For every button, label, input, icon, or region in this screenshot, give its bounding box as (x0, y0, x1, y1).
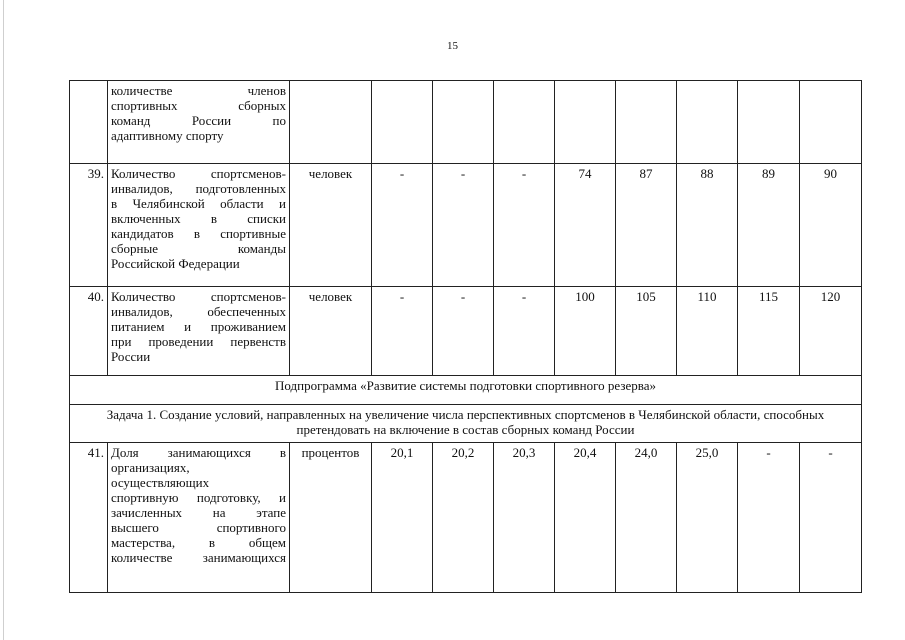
indicator-description: Количество спортсменов- инвалидов, подготовленных в Челябинской области и включенных в списки кандидатов в спортивные сборные команды Российской Федерации (108, 164, 290, 287)
value-cell: 90 (800, 164, 862, 287)
subprogram-row (70, 376, 862, 405)
task-row (70, 405, 862, 443)
page-left-edge (3, 0, 4, 640)
value-cell: 87 (616, 164, 677, 287)
task-title: Задача 1. Создание условий, направленных на увеличение числа перспективных спортсменов в Челябинской области, способных претендовать на включение в состав сборных команд России (70, 405, 862, 443)
value-cell (494, 81, 555, 164)
value-cell: - (800, 443, 862, 593)
value-cell: 120 (800, 287, 862, 376)
indicator-description: Количество спортсменов- инвалидов, обеспеченных питанием и проживанием при проведении первенств России (108, 287, 290, 376)
value-cell: 105 (616, 287, 677, 376)
row-number: 40. (70, 287, 108, 376)
row-number: 39. (70, 164, 108, 287)
table-row (70, 81, 862, 164)
value-cell (433, 81, 494, 164)
value-cell: - (738, 443, 800, 593)
value-cell: 25,0 (677, 443, 738, 593)
value-cell: - (372, 164, 433, 287)
value-cell (738, 81, 800, 164)
row-number (70, 81, 108, 164)
value-cell: - (494, 164, 555, 287)
value-cell: 20,4 (555, 443, 616, 593)
value-cell: - (433, 287, 494, 376)
indicators-table (69, 80, 862, 593)
value-cell: 24,0 (616, 443, 677, 593)
table-row (70, 287, 862, 376)
value-cell: 110 (677, 287, 738, 376)
value-cell: - (433, 164, 494, 287)
table-row (70, 164, 862, 287)
value-cell: 88 (677, 164, 738, 287)
value-cell: 100 (555, 287, 616, 376)
value-cell: - (494, 287, 555, 376)
value-cell: 20,1 (372, 443, 433, 593)
table-row (70, 443, 862, 593)
unit-cell (290, 81, 372, 164)
value-cell: 74 (555, 164, 616, 287)
indicator-description: Доля занимающихся в организациях, осуществляющих спортивную подготовку, и зачисленных на этапе высшего спортивного мастерства, в общем количестве занимающихся (108, 443, 290, 593)
row-number: 41. (70, 443, 108, 593)
value-cell: - (372, 287, 433, 376)
indicator-description: количестве членов спортивных сборных команд России по адаптивному спорту (108, 81, 290, 164)
value-cell (677, 81, 738, 164)
page-number: 15 (447, 40, 458, 52)
value-cell (800, 81, 862, 164)
unit-cell: процентов (290, 443, 372, 593)
unit-cell: человек (290, 287, 372, 376)
value-cell (372, 81, 433, 164)
value-cell: 89 (738, 164, 800, 287)
unit-cell: человек (290, 164, 372, 287)
subprogram-title: Подпрограмма «Развитие системы подготовки спортивного резерва» (70, 376, 862, 405)
value-cell: 20,3 (494, 443, 555, 593)
value-cell (555, 81, 616, 164)
value-cell: 20,2 (433, 443, 494, 593)
value-cell: 115 (738, 287, 800, 376)
value-cell (616, 81, 677, 164)
